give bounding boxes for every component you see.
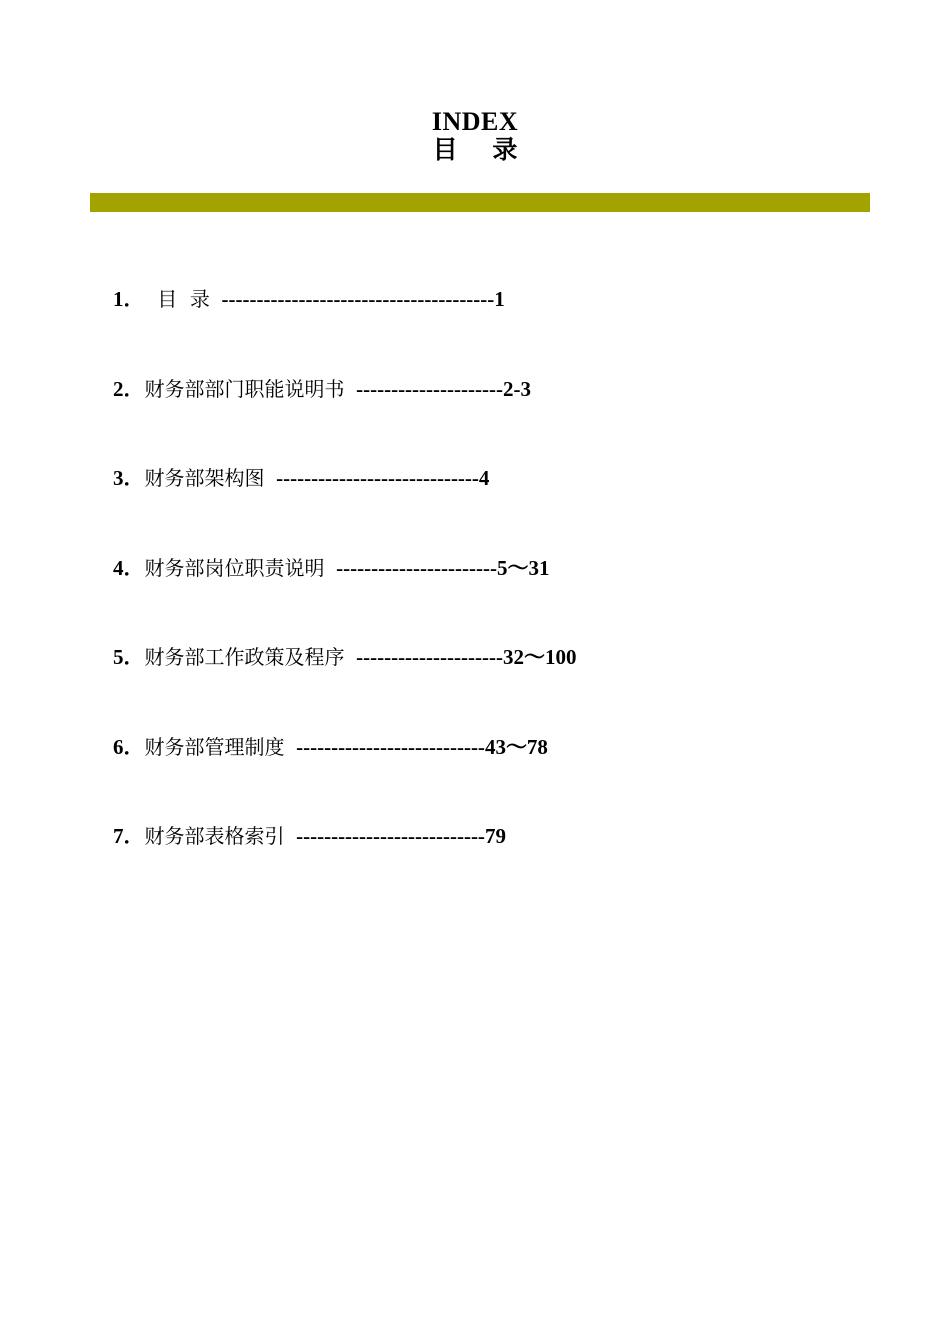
toc-entry-number: 6．	[113, 734, 145, 759]
toc-entry-number: 7．	[113, 824, 145, 848]
toc-entry-leader: ---------------------------------------	[216, 287, 495, 311]
toc-entry-label: 财务部部门职能说明书	[144, 376, 351, 401]
toc-entry-label: 目 录	[144, 287, 217, 311]
toc-entry-leader: ---------------------	[350, 376, 503, 401]
toc-entry[interactable]	[113, 732, 576, 822]
toc-entry-number: 3．	[113, 466, 145, 490]
toc-entry-label: 财务部岗位职责说明	[144, 555, 331, 580]
toc-entry-page: 79	[484, 824, 506, 848]
toc-entry-leader: -----------------------------	[270, 466, 479, 490]
toc-entry[interactable]	[113, 642, 576, 732]
toc-entry-page: 32～100	[502, 645, 577, 669]
toc-entry-leader: ---------------------------	[290, 824, 485, 848]
toc-entry-number: 2．	[113, 376, 145, 401]
toc-entry-page: 4	[478, 466, 490, 490]
header-divider-bar	[90, 193, 870, 212]
page-title-chinese: 目 录	[432, 135, 518, 164]
toc-entry[interactable]	[113, 821, 576, 911]
toc-entry-leader: -----------------------	[330, 555, 497, 580]
toc-entry-leader: ---------------------	[350, 645, 503, 669]
toc-entry-page: 43～78	[484, 734, 548, 759]
toc-entry-page: 1	[494, 287, 505, 311]
toc-entry-number: 5．	[113, 645, 145, 669]
toc-entry-number: 4．	[113, 555, 145, 580]
page-header	[0, 108, 950, 164]
toc-entry-number: 1．	[113, 287, 145, 311]
toc-entry-label: 财务部管理制度	[144, 734, 291, 759]
toc-entry-leader: ---------------------------	[290, 734, 485, 759]
toc-entry[interactable]	[113, 374, 576, 464]
toc-entry[interactable]	[113, 553, 576, 643]
toc-entry-page: 2-3	[502, 376, 531, 401]
toc-entry-label: 财务部表格索引	[144, 824, 291, 848]
toc-entry-label: 财务部工作政策及程序	[144, 645, 351, 669]
toc-entry[interactable]	[113, 284, 576, 374]
toc-entry-page: 5～31	[496, 555, 550, 580]
page-title-english: INDEX	[431, 107, 519, 136]
table-of-contents	[113, 284, 576, 911]
toc-entry[interactable]	[113, 463, 576, 553]
toc-entry-label: 财务部架构图	[144, 466, 271, 490]
